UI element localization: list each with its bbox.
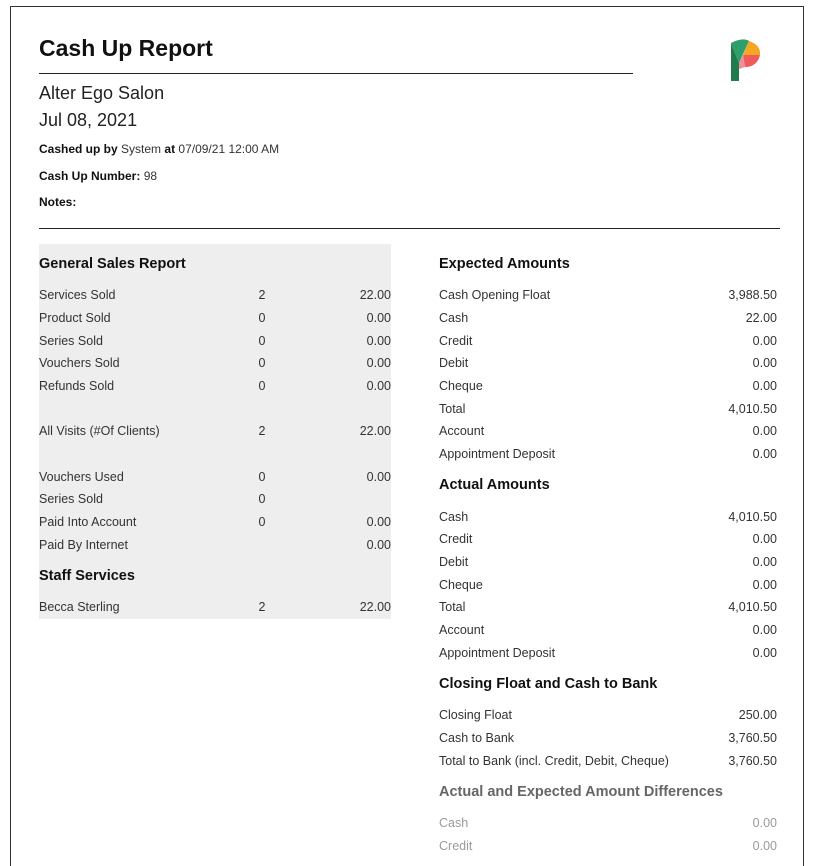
salon-name: Alter Ego Salon <box>39 83 165 103</box>
row-label: Services Sold <box>39 288 116 302</box>
title-divider <box>39 73 633 74</box>
row-amount: 0.00 <box>366 311 391 325</box>
actual-amounts-title: Actual Amounts <box>439 477 550 493</box>
table-row <box>439 311 777 329</box>
differences-title: Actual and Expected Amount Differences <box>439 784 723 800</box>
row-label: Closing Float <box>439 708 512 722</box>
row-label: Total <box>439 402 466 416</box>
row-amount: 0.00 <box>752 623 777 637</box>
table-row <box>39 311 391 329</box>
salon-software-p-logo-icon <box>729 37 763 81</box>
row-label: Cheque <box>439 379 483 393</box>
row-label: Total <box>439 600 466 614</box>
table-row <box>439 623 777 641</box>
table-row <box>439 532 777 550</box>
row-label: Vouchers Sold <box>39 356 120 370</box>
cash-up-number-label: Cash Up Number: <box>39 169 141 183</box>
row-count: 0 <box>258 470 266 484</box>
row-label: Credit <box>439 532 473 546</box>
row-count: 0 <box>258 492 266 506</box>
row-label: Becca Sterling <box>39 600 120 614</box>
row-label: Debit <box>439 555 469 569</box>
row-label: Credit <box>439 839 473 853</box>
row-amount: 4,010.50 <box>728 402 777 416</box>
table-row <box>439 356 777 374</box>
table-row <box>439 839 777 857</box>
row-label: Paid Into Account <box>39 515 137 529</box>
table-row <box>439 754 777 772</box>
table-row <box>439 424 777 442</box>
row-amount: 0.00 <box>366 356 391 370</box>
row-label: Series Sold <box>39 334 103 348</box>
row-count: 2 <box>258 288 266 302</box>
row-label: Appointment Deposit <box>439 646 556 660</box>
row-label: Credit <box>439 334 473 348</box>
table-row <box>39 424 391 442</box>
row-amount: 0.00 <box>752 646 777 660</box>
row-amount: 0.00 <box>752 447 777 461</box>
row-label: Cash <box>439 510 469 524</box>
table-row <box>39 600 391 618</box>
table-row <box>39 356 391 374</box>
at-label: at <box>164 142 176 156</box>
row-count: 0 <box>258 515 266 529</box>
cashed-up-by-value: System <box>121 142 162 156</box>
cash-up-number-line <box>39 169 157 183</box>
row-label: Debit <box>439 356 469 370</box>
row-amount: 0.00 <box>752 379 777 393</box>
table-row <box>439 555 777 573</box>
row-label: Cash <box>439 311 469 325</box>
table-row <box>439 402 777 420</box>
table-row <box>39 379 391 397</box>
row-amount: 0.00 <box>366 515 391 529</box>
row-amount: 22.00 <box>359 288 391 302</box>
table-row <box>439 334 777 352</box>
closing-float-title: Closing Float and Cash to Bank <box>439 676 658 692</box>
row-amount: 0.00 <box>366 538 391 552</box>
table-row <box>39 334 391 352</box>
staff-services-title: Staff Services <box>39 568 135 584</box>
row-amount: 0.00 <box>752 532 777 546</box>
row-count: 0 <box>258 334 266 348</box>
table-row <box>439 600 777 618</box>
table-row <box>439 816 777 834</box>
row-count: 2 <box>258 600 266 614</box>
row-label: Account <box>439 623 485 637</box>
table-row <box>39 538 391 556</box>
page-title: Cash Up Report <box>39 35 213 61</box>
row-amount: 22.00 <box>359 424 391 438</box>
cashed-up-at-value: 07/09/21 12:00 AM <box>178 142 280 156</box>
row-label: Cash <box>439 816 469 830</box>
row-amount: 0.00 <box>752 356 777 370</box>
row-amount: 0.00 <box>366 470 391 484</box>
cash-up-number-value: 98 <box>143 169 158 183</box>
table-row <box>439 379 777 397</box>
notes-line <box>39 195 76 209</box>
table-row <box>39 288 391 306</box>
cashed-up-by-line <box>39 142 279 156</box>
row-amount: 0.00 <box>366 334 391 348</box>
row-count: 0 <box>258 356 266 370</box>
table-row <box>439 731 777 749</box>
row-amount: 22.00 <box>745 311 777 325</box>
cashed-up-by-label: Cashed up by <box>39 142 118 156</box>
row-amount: 0.00 <box>752 555 777 569</box>
general-sales-title: General Sales Report <box>39 256 186 272</box>
row-label: Total to Bank (incl. Credit, Debit, Cheque) <box>439 754 669 768</box>
row-amount: 0.00 <box>366 379 391 393</box>
table-row <box>39 470 391 488</box>
row-count: 0 <box>258 379 266 393</box>
report-date: Jul 08, 2021 <box>39 110 138 130</box>
row-amount: 3,988.50 <box>728 288 777 302</box>
row-label: Paid By Internet <box>39 538 128 552</box>
row-amount: 0.00 <box>752 334 777 348</box>
table-row <box>439 447 777 465</box>
row-count: 2 <box>258 424 266 438</box>
row-count: 0 <box>258 311 266 325</box>
row-label: Series Sold <box>39 492 103 506</box>
table-row <box>439 578 777 596</box>
row-label: Cash to Bank <box>439 731 515 745</box>
row-amount: 3,760.50 <box>728 754 777 768</box>
table-row <box>439 708 777 726</box>
table-row <box>39 492 391 510</box>
row-label: Refunds Sold <box>39 379 115 393</box>
row-label: Account <box>439 424 485 438</box>
row-amount: 3,760.50 <box>728 731 777 745</box>
row-amount: 4,010.50 <box>728 600 777 614</box>
row-label: Appointment Deposit <box>439 447 556 461</box>
notes-label: Notes: <box>39 195 77 209</box>
row-amount: 0.00 <box>752 424 777 438</box>
table-row <box>439 646 777 664</box>
row-label: All Visits (#Of Clients) <box>39 424 160 438</box>
row-label: Cheque <box>439 578 483 592</box>
expected-amounts-title: Expected Amounts <box>439 256 570 272</box>
row-label: Vouchers Used <box>39 470 124 484</box>
report-page <box>10 6 804 866</box>
row-label: Cash Opening Float <box>439 288 551 302</box>
table-row <box>39 515 391 533</box>
header-divider <box>39 228 780 229</box>
row-amount: 0.00 <box>752 839 777 853</box>
row-amount: 0.00 <box>752 816 777 830</box>
row-amount: 22.00 <box>359 600 391 614</box>
row-amount: 0.00 <box>752 578 777 592</box>
table-row <box>439 510 777 528</box>
row-amount: 250.00 <box>738 708 777 722</box>
row-amount: 4,010.50 <box>728 510 777 524</box>
row-label: Product Sold <box>39 311 111 325</box>
table-row <box>439 288 777 306</box>
